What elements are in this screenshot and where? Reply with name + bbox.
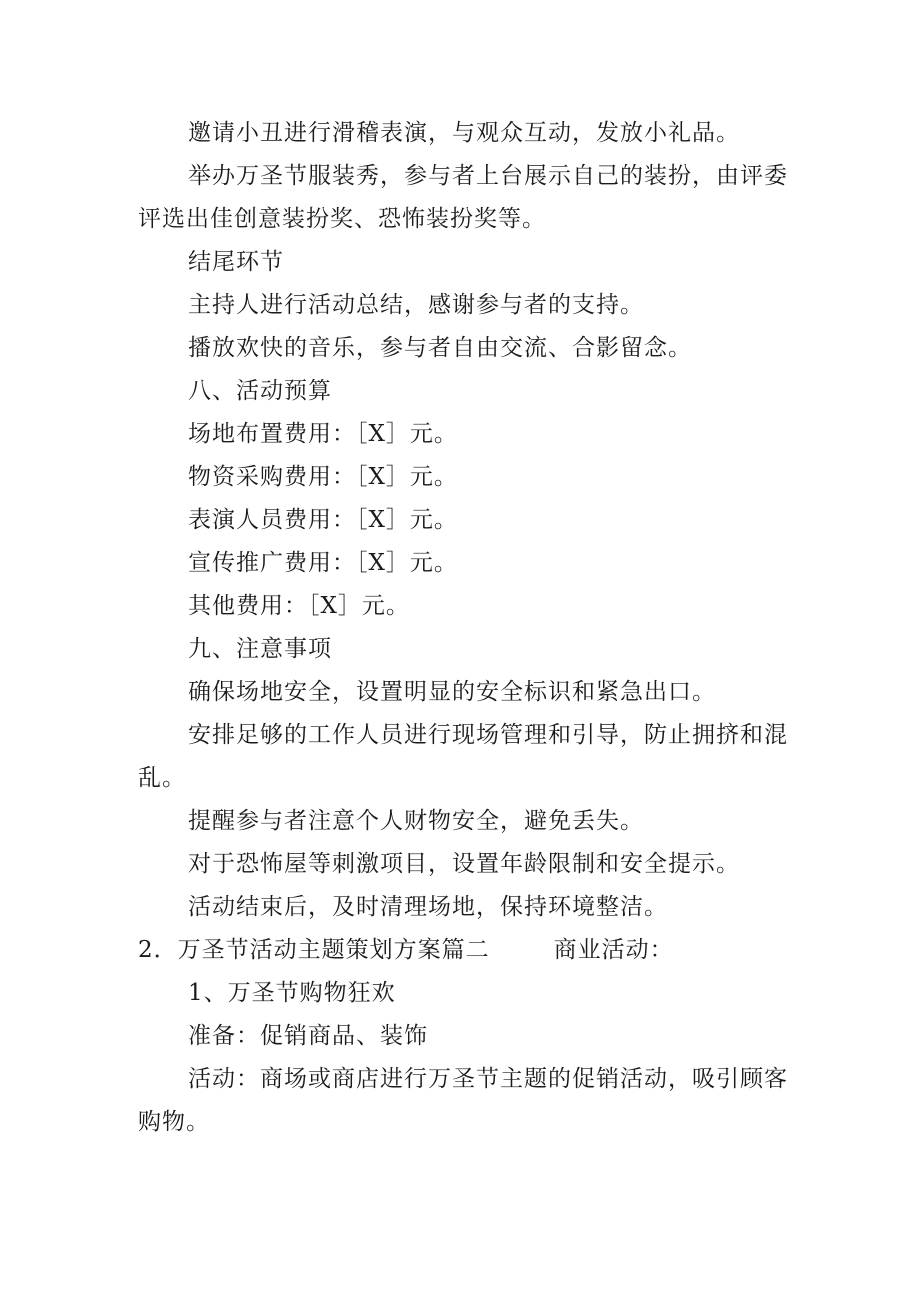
- text-line: 购物。: [138, 1109, 210, 1135]
- text-line: 1、万圣节购物狂欢: [188, 980, 396, 1006]
- section-subtitle: 商业活动：: [553, 937, 674, 963]
- text-line: 评选出佳创意装扮奖、恐怖装扮奖等。: [138, 206, 546, 232]
- paragraph-group: [138, 112, 788, 929]
- text-line: 乱。: [138, 765, 186, 791]
- text-line: 其他费用：［X］元。: [188, 593, 410, 619]
- text-line: 主持人进行活动总结，感谢参与者的支持。: [188, 292, 644, 318]
- text-line: 播放欢快的音乐，参与者自由交流、合影留念。: [188, 335, 692, 361]
- text-line: 八、活动预算: [188, 378, 332, 404]
- text-line: 结尾环节: [188, 249, 284, 275]
- text-line: 对于恐怖屋等刺激项目，设置年龄限制和安全提示。: [188, 851, 740, 877]
- text-line: 活动结束后，及时清理场地，保持环境整洁。: [188, 894, 668, 920]
- text-line: 九、注意事项: [188, 636, 332, 662]
- text-line: 物资采购费用：［X］元。: [188, 464, 458, 490]
- text-line: 准备：促销商品、装饰: [188, 1023, 428, 1049]
- text-line: 确保场地安全，设置明显的安全标识和紧急出口。: [188, 679, 716, 705]
- text-line: 安排足够的工作人员进行现场管理和引导，防止拥挤和混: [188, 722, 788, 748]
- document-body: [138, 112, 788, 1144]
- text-line: 表演人员费用：［X］元。: [188, 507, 458, 533]
- text-line: 提醒参与者注意个人财物安全，避免丢失。: [188, 808, 644, 834]
- text-line: 活动：商场或商店进行万圣节主题的促销活动，吸引顾客: [188, 1066, 788, 1092]
- text-line: 邀请小丑进行滑稽表演，与观众互动，发放小礼品。: [188, 120, 740, 146]
- text-line: 场地布置费用：［X］元。: [188, 421, 458, 447]
- text-line: 举办万圣节服装秀，参与者上台展示自己的装扮，由评委: [188, 163, 788, 189]
- section-title: 2．万圣节活动主题策划方案篇二: [138, 937, 490, 963]
- section-heading: [138, 929, 778, 972]
- text-line: 宣传推广费用：［X］元。: [188, 550, 458, 576]
- paragraph-group: [138, 972, 788, 1144]
